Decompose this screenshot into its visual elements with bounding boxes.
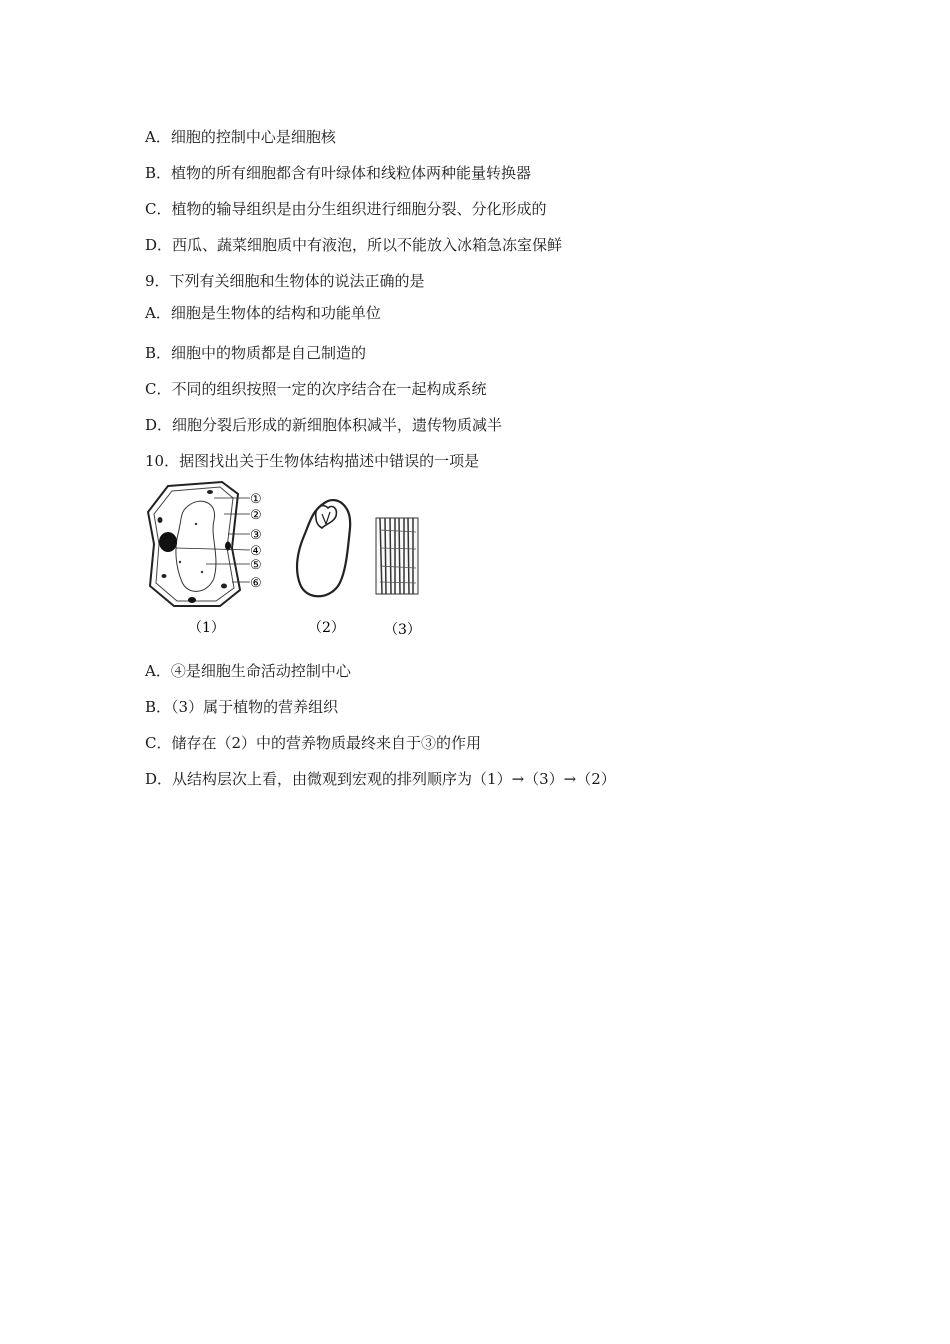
q9-option-d: D．细胞分裂后形成的新细胞体积减半，遗传物质减半: [145, 416, 503, 434]
chloroplast: [162, 574, 167, 578]
plumule: [322, 512, 330, 524]
seed-coat: [297, 500, 350, 596]
vacuole: [176, 501, 216, 591]
chloroplast: [221, 584, 227, 589]
part-label: ⑥: [250, 576, 262, 591]
nucleus: [159, 532, 177, 552]
q8-option-b: B．植物的所有细胞都含有叶绿体和线粒体两种能量转换器: [145, 164, 532, 182]
q9-stem: 9．下列有关细胞和生物体的说法正确的是: [145, 272, 425, 290]
q10-option-d: D．从结构层次上看，由微观到宏观的排列顺序为（1）→（3）→（2）: [145, 770, 616, 788]
part-label: ②: [250, 508, 262, 523]
leader-line: [176, 548, 250, 550]
chloroplast: [188, 597, 196, 603]
bean-seed-diagram: [297, 500, 350, 596]
figure-caption-3: （3）: [384, 622, 421, 638]
cytoplasm-granule: [179, 561, 181, 563]
q9-option-b: B．细胞中的物质都是自己制造的: [145, 344, 367, 362]
q10-option-a: A．④是细胞生命活动控制中心: [145, 662, 351, 680]
q9-option-c: C．不同的组织按照一定的次序结合在一起构成系统: [145, 380, 487, 398]
chloroplast: [158, 517, 163, 523]
q8-option-d: D．西瓜、蔬菜细胞质中有液泡，所以不能放入冰箱急冻室保鲜: [145, 236, 563, 254]
q8-option-a: A．细胞的控制中心是细胞核: [145, 128, 336, 146]
q10-figure-svg: [140, 478, 440, 643]
q9-option-a: A．细胞是生物体的结构和功能单位: [145, 304, 381, 322]
q8-option-c: C．植物的输导组织是由分生组织进行细胞分裂、分化形成的: [145, 200, 547, 218]
q10-figure: [140, 478, 440, 643]
q10-option-c: C．储存在（2）中的营养物质最终来自于③的作用: [145, 734, 482, 752]
chloroplast: [207, 490, 213, 494]
plant-cell-diagram: [148, 482, 262, 606]
q10-stem: 10．据图找出关于生物体结构描述中错误的一项是: [145, 452, 480, 470]
part-label: ①: [250, 492, 262, 507]
cytoplasm-granule: [201, 571, 203, 573]
q10-option-b: B．（3）属于植物的营养组织: [145, 698, 339, 716]
part-label: ④: [250, 544, 262, 559]
part-label: ③: [250, 528, 262, 543]
part-label: ⑤: [250, 558, 262, 573]
figure-caption-2: （2）: [308, 620, 345, 636]
figure-caption-1: （1）: [188, 620, 225, 636]
plant-tissue-diagram: [376, 518, 418, 594]
cytoplasm-granule: [195, 523, 197, 525]
